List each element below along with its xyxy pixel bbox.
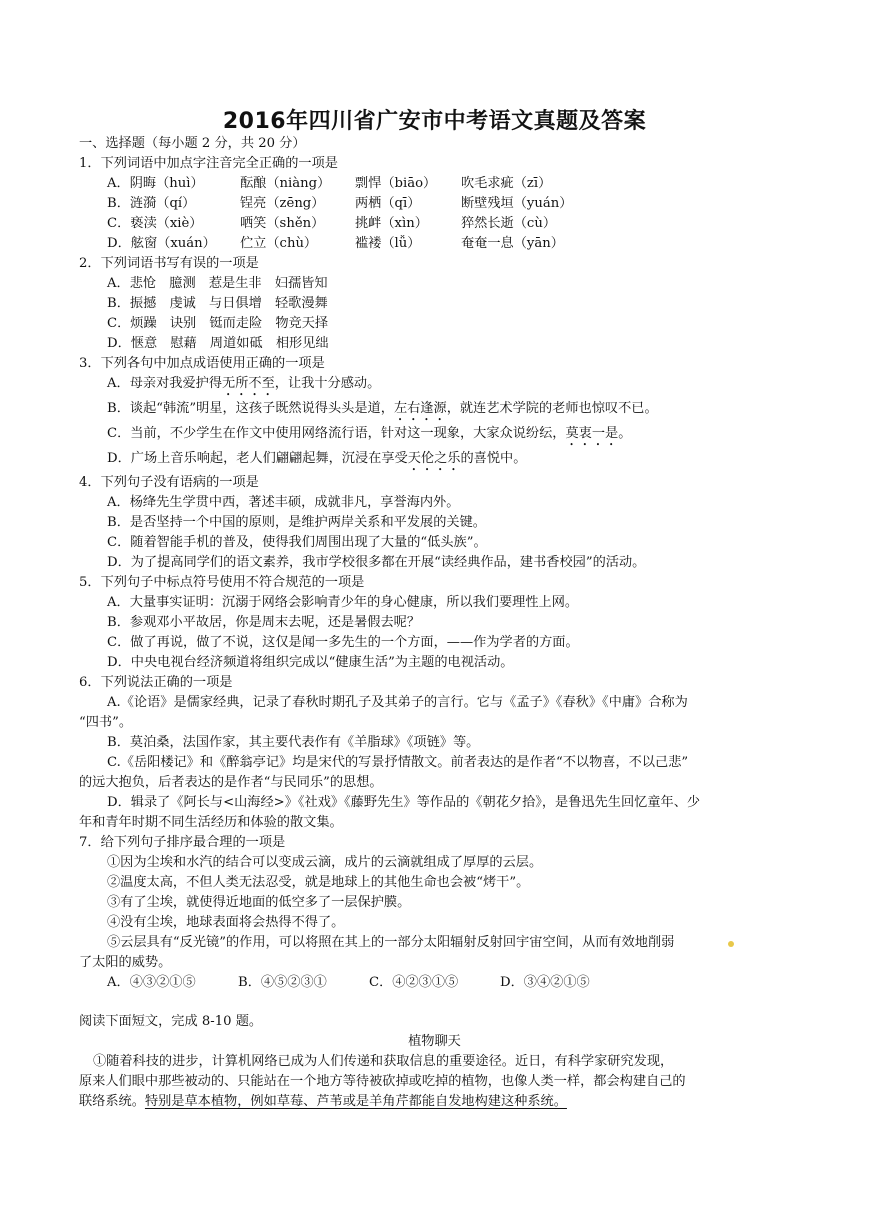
option-a: A．悲怆 臆测 惹是生非 妇孺皆知 bbox=[107, 276, 328, 291]
reading-intro: 阅读下面短文，完成 8-10 题。 bbox=[79, 1014, 263, 1029]
underlined-sentence: 特别是草本植物，例如草莓、芦苇或是羊角芹都能自发地构建这种系统。 bbox=[144, 1094, 567, 1109]
option-c: C．当前，不少学生在作文中使用网络流行语，针对这一现象，大家众说纷纭，莫衷一是。 bbox=[107, 426, 632, 441]
option-c: C．④②③①⑤ bbox=[369, 975, 459, 990]
question-1-stem: 1．下列词语中加点字注音完全正确的一项是 bbox=[79, 156, 338, 171]
option-cell: 酝酿（niàng） bbox=[240, 176, 331, 191]
option-b: B．是否坚持一个中国的原则，是维护两岸关系和平发展的关键。 bbox=[107, 515, 486, 530]
dotted-idiom: 莫衷一是 bbox=[565, 426, 619, 441]
question-3-stem: 3．下列各句中加点成语使用正确的一项是 bbox=[79, 356, 325, 371]
dotted-idiom: 天伦之乐 bbox=[407, 451, 461, 466]
option-cell: D．舷窗（xuán） bbox=[107, 236, 216, 251]
option-b: B．振撼 虔诚 与日俱增 轻歌漫舞 bbox=[107, 296, 328, 311]
option-a-cont: “四书”。 bbox=[79, 715, 133, 730]
option-a: A．杨绛先生学贯中西，著述丰硕，成就非凡，享誉海内外。 bbox=[107, 495, 460, 510]
option-b: B．④⑤②③① bbox=[238, 975, 327, 990]
option-cell: 奄奄一息（yān） bbox=[461, 236, 564, 251]
question-6-stem: 6．下列说法正确的一项是 bbox=[79, 675, 233, 690]
dotted-idiom: 无所不至 bbox=[222, 376, 275, 391]
option-cell: A．阴晦（huì） bbox=[107, 176, 204, 191]
option-a: A．大量事实证明：沉溺于网络会影响青少年的身心健康，所以我们要理性上网。 bbox=[107, 595, 579, 610]
option-cell: 剽悍（biāo） bbox=[355, 176, 437, 191]
question-4-stem: 4．下列句子没有语病的一项是 bbox=[79, 475, 259, 490]
question-7-stem: 7．给下列句子排序最合理的一项是 bbox=[79, 835, 286, 850]
option-cell: 锃亮（zēng） bbox=[240, 196, 325, 211]
section-heading: 一、选择题（每小题 2 分，共 20 分） bbox=[79, 136, 306, 151]
sentence: ④没有尘埃，地球表面将会热得不得了。 bbox=[107, 915, 345, 930]
option-c: C.《岳阳楼记》和《醉翁亭记》均是宋代的写景抒情散文。前者表达的是作者“不以物喜，不以己悲” bbox=[107, 755, 689, 770]
option-a: A．母亲对我爱护得无所不至，让我十分感动。 bbox=[107, 376, 381, 391]
sentence: ③有了尘埃，就使得近地面的低空多了一层保护膜。 bbox=[107, 895, 411, 910]
option-b: B．参观邓小平故居，你是周末去呢，还是暑假去呢？ bbox=[107, 615, 421, 630]
option-d: D．为了提高同学们的语文素养，我市学校很多都在开展“读经典作品，建书香校园”的活动。 bbox=[107, 555, 646, 570]
option-a: A．④③②①⑤ bbox=[107, 975, 196, 990]
question-5-stem: 5．下列句子中标点符号使用不符合规范的一项是 bbox=[79, 575, 365, 590]
option-cell: C．亵渎（xiè） bbox=[107, 216, 203, 231]
option-b: B．莫泊桑，法国作家，其主要代表作有《羊脂球》《项链》等。 bbox=[107, 735, 480, 750]
option-d: D．辑录了《阿长与<山海经>》《社戏》《藤野先生》等作品的《朝花夕拾》，是鲁迅先生回忆童年、少 bbox=[107, 795, 701, 810]
reading-title: 植物聊天 bbox=[408, 1034, 461, 1049]
option-cell: 吹毛求疵（zī） bbox=[461, 176, 552, 191]
dotted-idiom: 左右逢源 bbox=[393, 401, 447, 416]
option-cell: 猝然长逝（cù） bbox=[461, 216, 557, 231]
option-c-cont: 的远大抱负，后者表达的是作者“与民同乐”的思想。 bbox=[79, 775, 383, 790]
option-a: A.《论语》是儒家经典，记录了春秋时期孔子及其弟子的言行。它与《孟子》《春秋》《中庸》合称为 bbox=[107, 695, 688, 710]
sentence: ②温度太高，不但人类无法忍受，就是地球上的其他生命也会被“烤干”。 bbox=[107, 875, 530, 890]
option-b: B．谈起“韩流”明星，这孩子既然说得头头是道，左右逢源，就连艺术学院的老师也惊叹不已。 bbox=[107, 401, 658, 416]
option-d: D．③④②①⑤ bbox=[500, 975, 590, 990]
option-d: D．惬意 慰藉 周道如砥 相形见绌 bbox=[107, 336, 329, 351]
option-c: C．烦躁 诀别 铤而走险 物竞天择 bbox=[107, 316, 329, 331]
sentence-cont: 了太阳的威势。 bbox=[79, 955, 172, 970]
option-cell: 哂笑（shěn） bbox=[240, 216, 325, 231]
option-c: C．随着智能手机的普及，使得我们周围出现了大量的“低头族”。 bbox=[107, 535, 487, 550]
option-d: D．广场上音乐响起，老人们翩翩起舞，沉浸在享受天伦之乐的喜悦中。 bbox=[107, 451, 527, 466]
option-d-cont: 年和青年时期不同生活经历和体验的散文集。 bbox=[79, 815, 343, 830]
option-cell: 褴褛（lǚ） bbox=[355, 236, 421, 251]
highlight-mark bbox=[728, 941, 734, 947]
paragraph-line: ①随着科技的进步，计算机网络已成为人们传递和获取信息的重要途径。近日，有科学家研究发现， bbox=[93, 1054, 674, 1069]
question-2-stem: 2．下列词语书写有误的一项是 bbox=[79, 256, 259, 271]
option-cell: 两栖（qī） bbox=[355, 196, 421, 211]
sentence: ⑤云层具有“反光镜”的作用，可以将照在其上的一部分太阳辐射反射回宇宙空间，从而有效地削弱 bbox=[107, 935, 675, 950]
option-cell: B．涟漪（qí） bbox=[107, 196, 196, 211]
option-cell: 断壁残垣（yuán） bbox=[461, 196, 573, 211]
paragraph-line: 联络系统。特别是草本植物，例如草莓、芦苇或是羊角芹都能自发地构建这种系统。 bbox=[79, 1094, 567, 1109]
option-c: C．做了再说，做了不说，这仅是闻一多先生的一个方面，——作为学者的方面。 bbox=[107, 635, 579, 650]
page-title: 2016年四川省广安市中考语文真题及答案 bbox=[222, 109, 647, 134]
sentence: ①因为尘埃和水汽的结合可以变成云滴，成片的云滴就组成了厚厚的云层。 bbox=[107, 855, 543, 870]
option-cell: 伫立（chù） bbox=[240, 236, 318, 251]
paragraph-line: 原来人们眼中那些被动的、只能站在一个地方等待被砍掉或吃掉的植物，也像人类一样，都会构建自己的 bbox=[79, 1074, 686, 1089]
option-d: D．中央电视台经济频道将组织完成以“健康生活”为主题的电视活动。 bbox=[107, 655, 514, 670]
option-cell: 挑衅（xìn） bbox=[355, 216, 428, 231]
